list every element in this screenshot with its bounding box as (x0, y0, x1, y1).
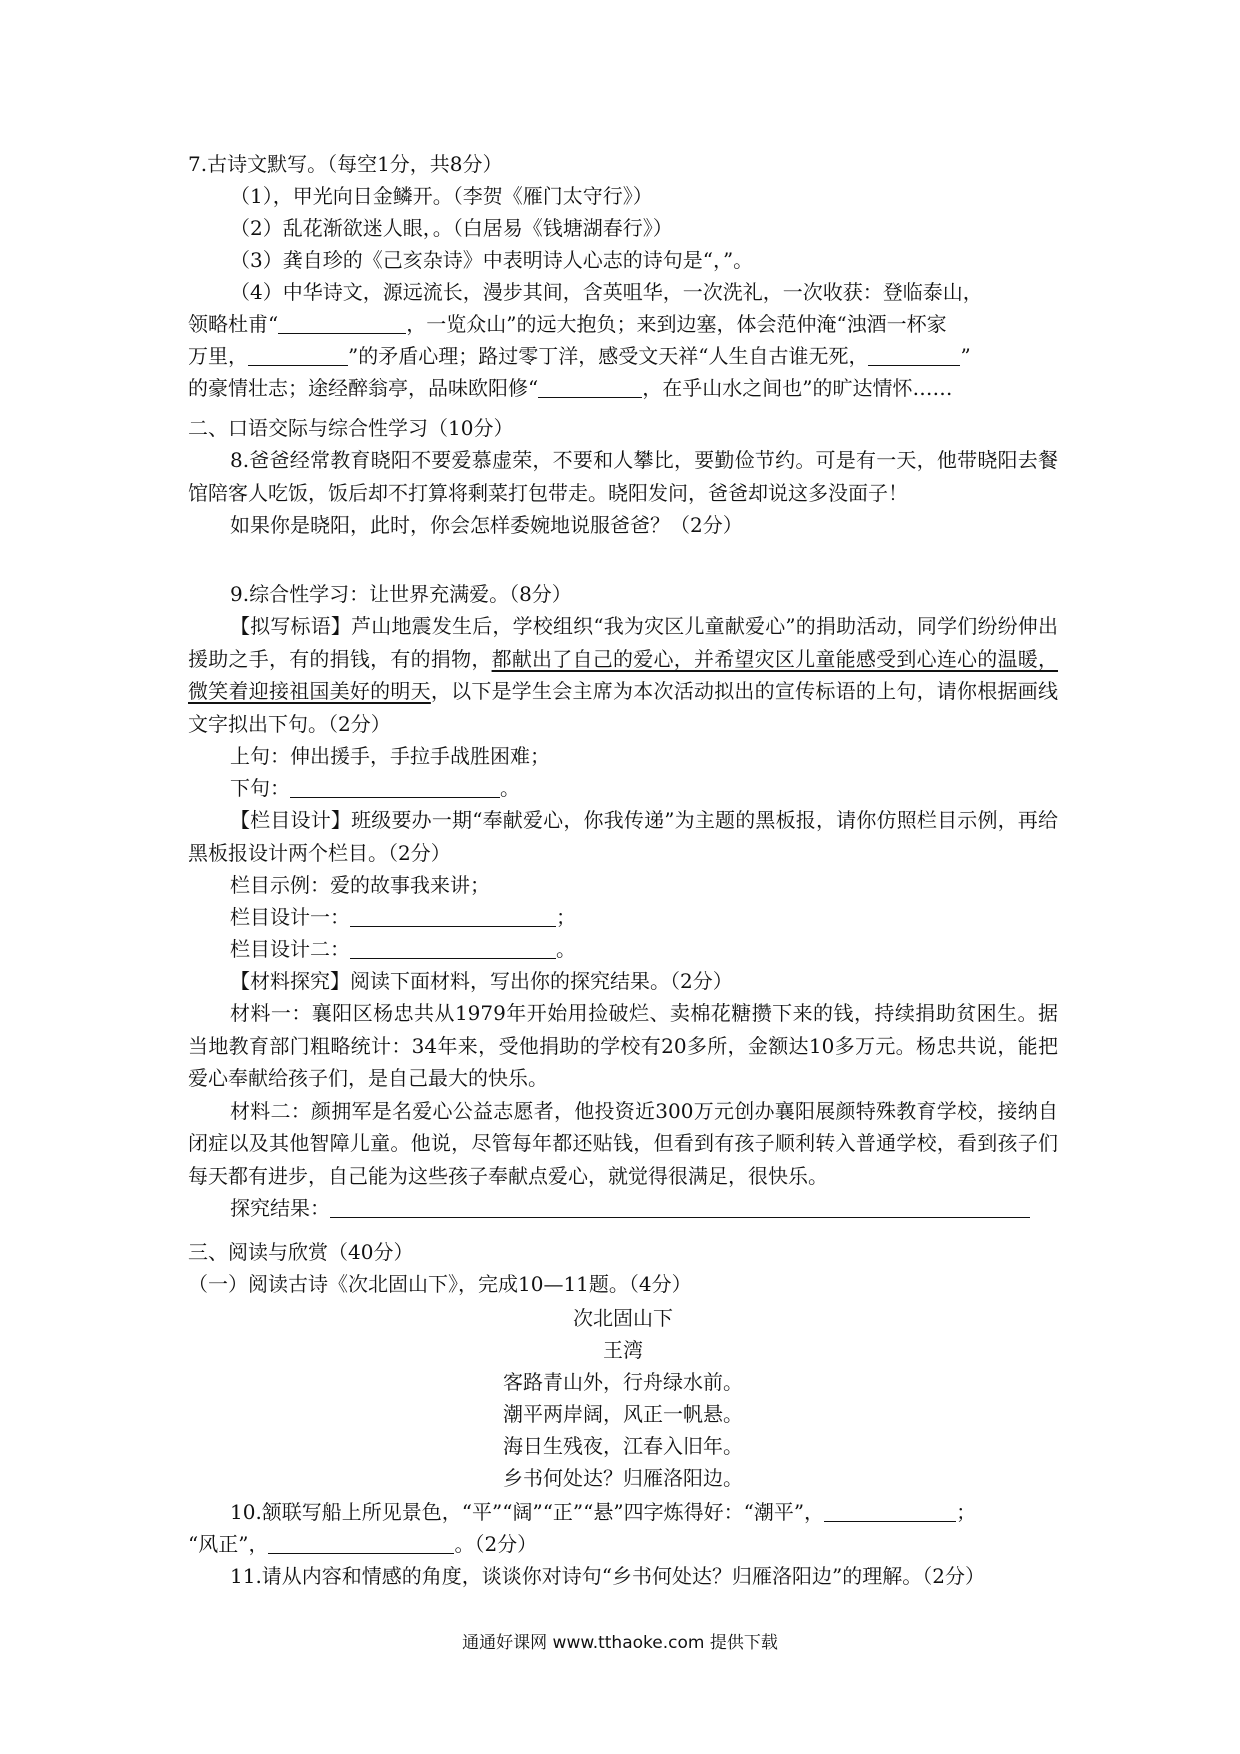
q7-item-4-text: ” (960, 344, 971, 368)
answer-blank[interactable] (290, 775, 500, 798)
slogan-lower (188, 772, 1058, 804)
q7-item-4-line-3 (188, 340, 1058, 372)
q7-item-4-line-4 (188, 372, 1058, 404)
q7-item-3: （3）龚自珍的《己亥杂诗》中表明诗人心志的诗句是“，”。 (230, 248, 754, 272)
column-design-1 (188, 901, 1058, 933)
q10-line-2 (188, 1528, 1058, 1560)
section-3 (188, 1236, 1058, 1300)
question-11: 11.请从内容和情感的角度，谈谈你对诗句“乡书何处达？归雁洛阳边”的理解。（2分） (230, 1564, 985, 1588)
column-design-2-label: 栏目设计二： (230, 937, 350, 961)
q9-material-text: 【材料探究】阅读下面材料，写出你的探究结果。（2分） (230, 969, 733, 993)
poem-line: 乡书何处达？归雁洛阳边。 (503, 1466, 743, 1490)
poem-author: 王湾 (603, 1338, 643, 1362)
slogan-text: ，以下是学生会主席为本次活动拟出的宣传标语的上句，请你根据画线文字拟出下句。（2分） (188, 679, 1059, 736)
poem (188, 1302, 1058, 1494)
q7-item-1: （1），甲光向日金鳞开。（李贺《雁门太守行》） (230, 184, 653, 208)
question-9 (188, 578, 1058, 1224)
q10-text: “风正”， (188, 1532, 269, 1556)
answer-blank[interactable] (350, 936, 556, 959)
column-design-2-end: 。 (556, 937, 576, 961)
q7-item-4-text: ”的矛盾心理；路过零丁洋，感受文天祥“人生自古谁无死， (348, 344, 869, 368)
section-2-title: 二、口语交际与综合性学习（10分） (188, 416, 514, 440)
column-design-1-end: ； (556, 905, 576, 929)
q7-item-4-text: ，在乎山水之间也”的旷达情怀…… (642, 376, 953, 400)
q7-item-2: （2）乱花渐欲迷人眼，。（白居易《钱塘湖春行》） (230, 216, 673, 240)
slogan-upper: 上句：伸出援手，手拉手战胜困难； (230, 744, 550, 768)
q10-text-end: ； (956, 1500, 977, 1524)
answer-blank[interactable] (350, 904, 556, 927)
q7-item-4-line-1: （4）中华诗文，源远流长，漫步其间，含英咀华，一次洗礼，一次收获：登临泰山， (230, 280, 983, 304)
answer-blank[interactable] (824, 1499, 956, 1522)
material-result (188, 1192, 1058, 1224)
material-2: 材料二：颜拥军是名爱心公益志愿者，他投资近300万元创办襄阳展颜特殊教育学校，接纳自闭症以及其他智障儿童。他说，尽管每年都还贴钱，但看到有孩子顺利转入普通学校，看到孩子们每天都有进步，自己能为这些孩子奉献点爱心，就觉得很满足，很快乐。 (188, 1098, 1058, 1188)
q8-question: 如果你是晓阳，此时，你会怎样委婉地说服爸爸？（2分） (230, 513, 743, 537)
section-3-title: 三、阅读与欣赏（40分） (188, 1240, 414, 1264)
q7-item-4-line-2 (188, 308, 1058, 340)
q7-item-4-text: 万里， (188, 344, 248, 368)
answer-blank[interactable] (330, 1195, 1030, 1218)
question-8 (188, 444, 1058, 541)
answer-blank[interactable] (538, 375, 642, 398)
question-7 (188, 148, 1058, 404)
underlined-text: 都献出了自己的爱心，并希望灾区儿童能感受到心连心的温暖，微笑着迎接祖国美好的明天 (188, 646, 1059, 703)
q10-text-end: 。（2分） (454, 1532, 538, 1556)
material-1: 材料一：襄阳区杨忠共从1979年开始用捡破烂、卖棉花糖攒下来的钱，持续捐助贫困生。据当地教育部门粗略统计：34年来，受他捐助的学校有20多所，金额达10多万元。杨忠共说，能把爱心奉献给孩子们，是自己最大的快乐。 (188, 1001, 1058, 1090)
section-3-sub-1: （一）阅读古诗《次北固山下》，完成10—11题。（4分） (188, 1272, 692, 1296)
column-example: 栏目示例：爱的故事我来讲； (230, 873, 490, 897)
q8-text: 8.爸爸经常教育晓阳不要爱慕虚荣，不要和人攀比，要勤俭节约。可是有一天，他带晓阳去餐馆陪客人吃饭，饭后却不打算将剩菜打包带走。晓阳发问，爸爸却说这多没面子！ (188, 448, 1058, 505)
slogan-text: 【拟写标语】芦山地震发生后，学校组织“我为灾区儿童献爱心”的捐助活动，同学们纷纷伸出援助之手，有的捐钱，有的捐物， (188, 614, 1058, 671)
poem-line: 客路青山外，行舟绿水前。 (503, 1370, 743, 1394)
column-design-2 (188, 933, 1058, 965)
question-10 (188, 1496, 1058, 1592)
answer-blank[interactable] (248, 343, 348, 366)
poem-title: 次北固山下 (573, 1306, 673, 1330)
answer-blank[interactable] (278, 311, 406, 334)
q7-item-4-text: 领略杜甫“ (188, 312, 279, 336)
q10-line-1 (188, 1496, 1058, 1528)
q10-text: 10.颔联写船上所见景色，“平”“阔”“正”“悬”四字炼得好：“潮平”， (230, 1500, 825, 1524)
q9-title: 9.综合性学习：让世界充满爱。（8分） (230, 582, 572, 606)
slogan-lower-label: 下句： (230, 776, 290, 800)
slogan-lower-end: 。 (500, 776, 520, 800)
material-result-label: 探究结果： (230, 1196, 330, 1220)
q7-title: 7.古诗文默写。（每空1分，共8分） (188, 152, 503, 176)
poem-line: 潮平两岸阔，风正一帆悬。 (503, 1402, 743, 1426)
answer-blank[interactable] (868, 343, 960, 366)
section-2 (188, 412, 1058, 444)
q9-column-text: 【栏目设计】班级要办一期“奉献爱心，你我传递”为主题的黑板报，请你仿照栏目示例，再给黑板报设计两个栏目。（2分） (188, 808, 1058, 865)
q7-item-4-text: 的豪情壮志；途经醉翁亭，品味欧阳修“ (188, 376, 539, 400)
page-footer: 通通好课网 www.tthaoke.com 提供下载 (462, 1633, 778, 1653)
poem-line: 海日生残夜，江春入旧年。 (503, 1434, 743, 1458)
q7-item-4-text: ，一览众山”的远大抱负；来到边塞，体会范仲淹“浊酒一杯家 (406, 312, 947, 336)
answer-blank[interactable] (268, 1531, 454, 1554)
column-design-1-label: 栏目设计一： (230, 905, 350, 929)
q9-slogan-text (188, 610, 1058, 740)
